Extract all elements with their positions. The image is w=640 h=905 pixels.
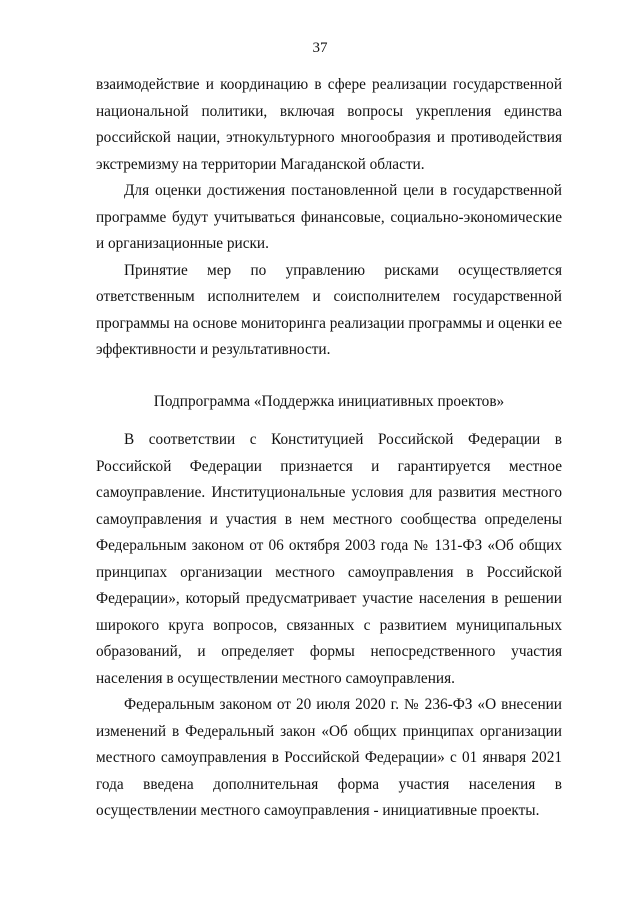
paragraph-risk-management: Принятие мер по управлению рисками осуществляется ответственным исполнителем и соисполнителем государственной программы на основе мониторинга реализации программы и оценки ее эффективности и результативности.: [96, 261, 562, 358]
page-body: [96, 72, 562, 825]
section-heading: Подпрограмма «Поддержка инициативных проектов»: [153, 392, 505, 410]
paragraph-risks: Для оценки достижения постановленной цели в государственной программе будут учитываться финансовые, социально-экономические и организационные риски.: [96, 182, 562, 252]
paragraph-constitution: В соответствии с Конституцией Российской Федерации в Российской Федерации признается и гарантируется местное самоуправление. Институциональные условия для развития местного самоуправления и участия в нем местного сообщества определены Федеральным законом от 06 октября 2003 года № 131-ФЗ «Об общих принципах организации местного самоуправления в Российской Федерации», который предусматривает участие населения в решении широкого круга вопросов, связанных с развитием муниципальных образований, и определяет формы непосредственного участия населения в осуществлении местного самоуправления.: [96, 431, 562, 687]
paragraph-federal-law: Федеральным законом от 20 июля 2020 г. № 236-ФЗ «О внесении изменений в Федеральный закон «Об общих принципах организации местного самоуправления в Российской Федерации» с 01 января 2021 года введена дополнительная форма участия населения в осуществлении местного самоуправления - инициативные проекты.: [96, 696, 562, 819]
page-number: 37: [312, 40, 328, 56]
paragraph-continuation: взаимодействие и координацию в сфере реализации государственной национальной политики, включая вопросы укрепления единства российской нации, этнокультурного многообразия и противодействия экстремизму на территории Магаданской области.: [96, 76, 562, 173]
